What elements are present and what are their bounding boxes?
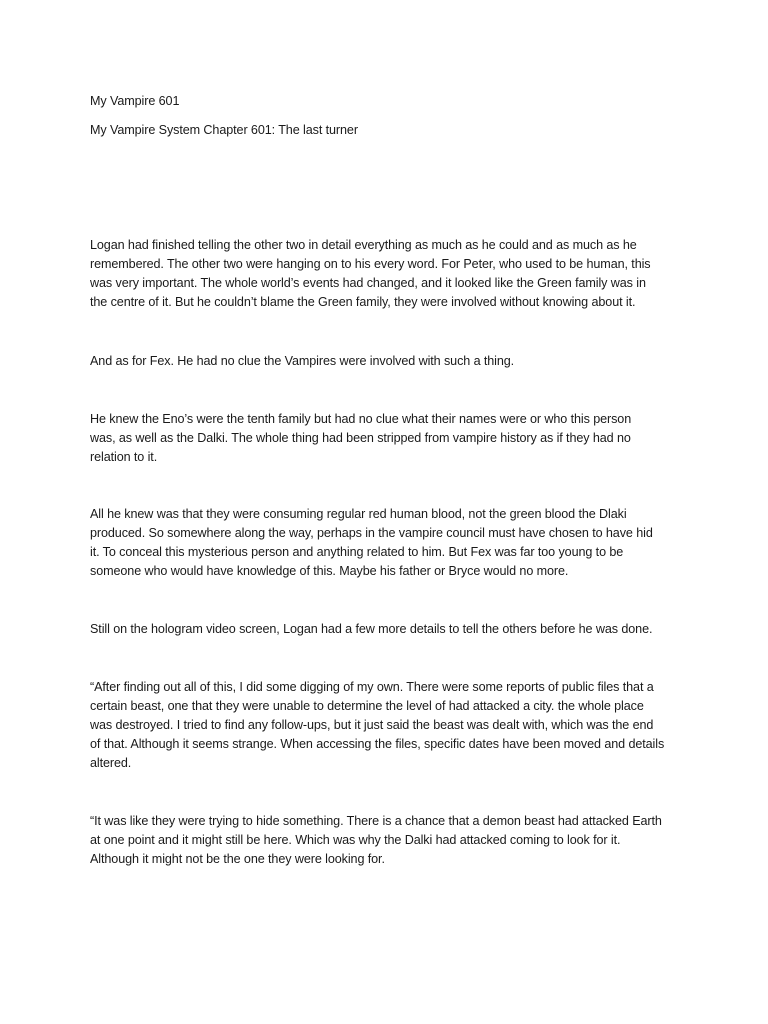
text-line: was destroyed. I tried to find any follow-ups, but it just said the beast was dealt with, which was the end: [90, 717, 654, 732]
text-line: of that. Although it seems strange. When accessing the files, specific dates have been moved and details: [90, 736, 665, 751]
text-line: And as for Fex. He had no clue the Vampires were involved with such a thing.: [90, 354, 515, 368]
text-line: certain beast, one that they were unable to determine the level of had attacked a city. the whole place: [90, 698, 644, 713]
paragraph: [90, 410, 690, 467]
text-line: Although it might not be the one they were looking for.: [90, 851, 385, 866]
text-line: it. To conceal this mysterious person and anything related to him. But Fex was far too young to be: [90, 544, 624, 559]
text-line: someone who would have knowledge of this. Maybe his father or Bryce would no more.: [90, 563, 569, 578]
text-line: the centre of it. But he couldn’t blame the Green family, they were involved without knowing about it.: [90, 294, 636, 309]
text-line: He knew the Eno’s were the tenth family but had no clue what their names were or who this person: [90, 412, 632, 426]
text-line: remembered. The other two were hanging on to his every word. For Peter, who used to be human, this: [90, 256, 651, 271]
chapter-heading: My Vampire System Chapter 601: The last turner: [90, 123, 358, 137]
text-line: relation to it.: [90, 449, 158, 464]
text-line: Logan had finished telling the other two in detail everything as much as he could and as much as he: [90, 238, 637, 252]
text-line: at one point and it might still be here. Which was why the Dalki had attacked coming to look for it.: [90, 832, 621, 847]
text-line: produced. So somewhere along the way, perhaps in the vampire council must have chosen to have hid: [90, 525, 653, 540]
document-title: My Vampire 601: [90, 94, 180, 108]
paragraph: [90, 236, 690, 312]
paragraph: [90, 352, 690, 371]
text-line: was, as well as the Dalki. The whole thing had been stripped from vampire history as if they had no: [90, 430, 631, 445]
text-line: altered.: [90, 755, 132, 770]
paragraph: [90, 678, 690, 773]
text-line: All he knew was that they were consuming regular red human blood, not the green blood the Dlaki: [90, 507, 627, 521]
text-line: Still on the hologram video screen, Logan had a few more details to tell the others before he was done.: [90, 622, 653, 636]
paragraph: [90, 620, 690, 639]
paragraph: [90, 505, 690, 581]
text-line: “After finding out all of this, I did some digging of my own. There were some reports of public files that a: [90, 680, 654, 694]
paragraph: [90, 812, 690, 869]
text-line: was very important. The whole world’s events had changed, and it looked like the Green family was in: [90, 275, 646, 290]
text-line: “It was like they were trying to hide something. There is a chance that a demon beast had attacked Earth: [90, 814, 662, 828]
